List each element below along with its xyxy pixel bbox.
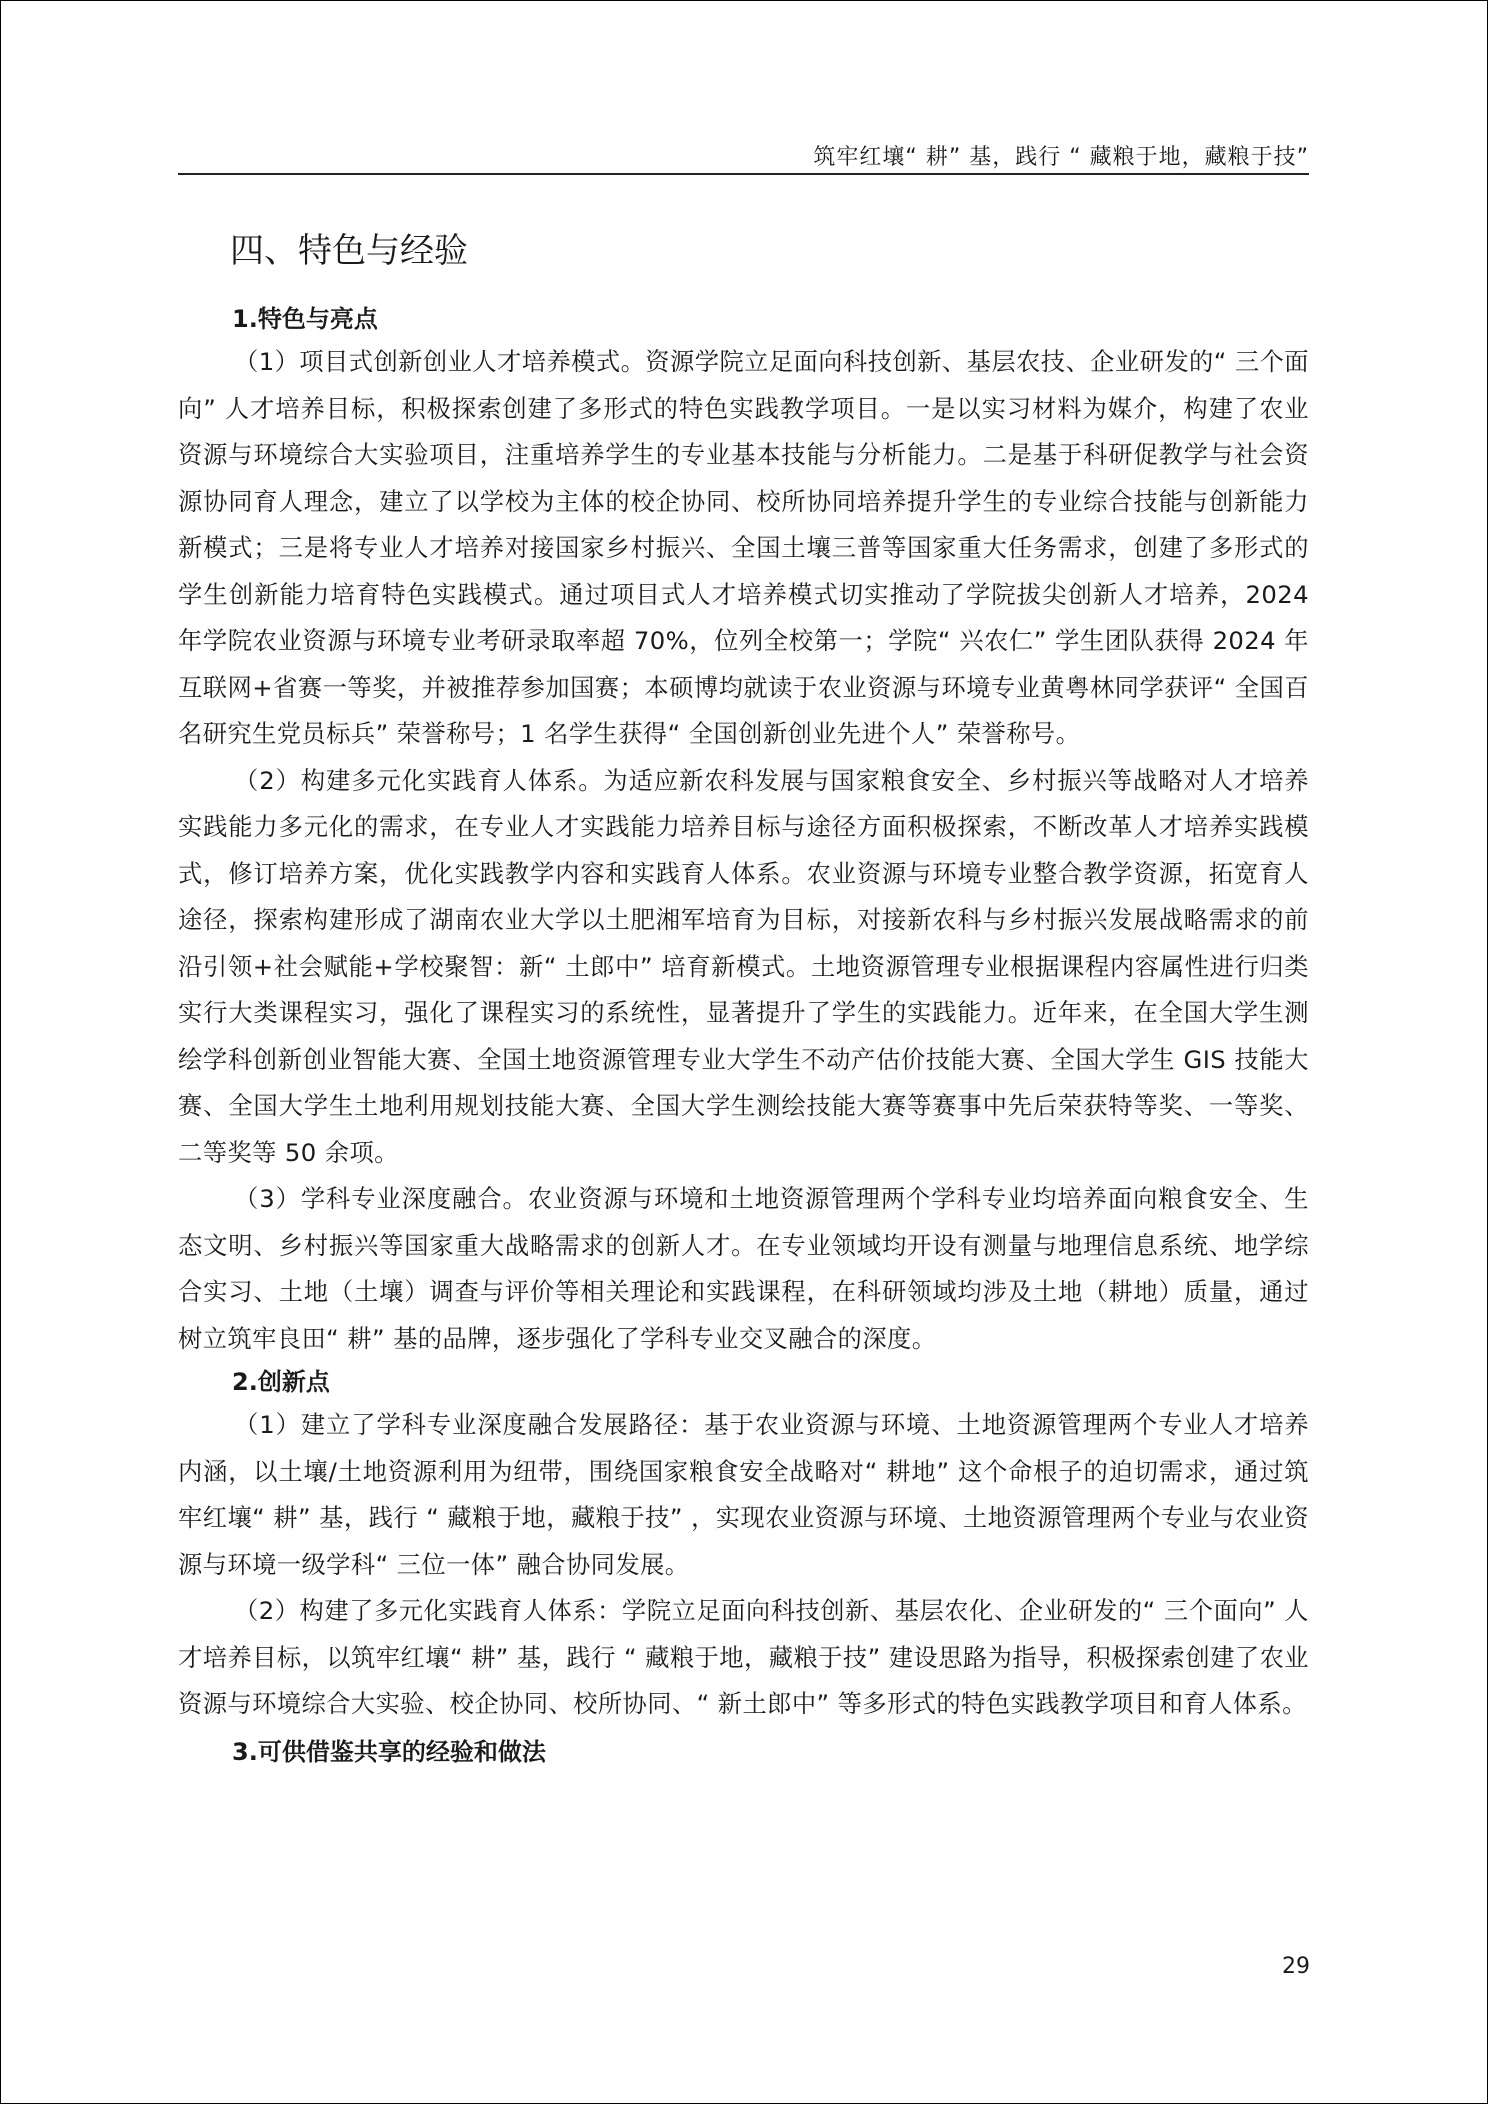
- header-rule: [178, 173, 1309, 175]
- paragraph: （1）建立了学科专业深度融合发展路径：基于农业资源与环境、土地资源管理两个专业人才培养内涵，以土壤/土地资源利用为纽带，围绕国家粮食安全战略对“ 耕地” 这个命根子的迫切需求，通过筑牢红壤“ 耕” 基，践行 “ 藏粮于地，藏粮于技” ，实现农业资源与环境、土地资源管理两个专业与农业资源与环境一级学科“ 三位一体” 融合协同发展。: [178, 1410, 1309, 1579]
- section-title: 四、特色与经验: [230, 231, 468, 271]
- page-number: 29: [1282, 1954, 1310, 1979]
- paragraph: （3）学科专业深度融合。农业资源与环境和土地资源管理两个学科专业均培养面向粮食安全、生态文明、乡村振兴等国家重大战略需求的创新人才。在专业领域均开设有测量与地理信息系统、地学综合实习、土地（土壤）调查与评价等相关理论和实践课程，在科研领域均涉及土地（耕地）质量，通过树立筑牢良田“ 耕” 基的品牌，逐步强化了学科专业交叉融合的深度。: [178, 1184, 1309, 1353]
- paragraph: （2）构建了多元化实践育人体系：学院立足面向科技创新、基层农化、企业研发的“ 三个面向” 人才培养目标，以筑牢红壤“ 耕” 基，践行 “ 藏粮于地，藏粮于技” 建设思路为指导，积极探索创建了农业资源与环境综合大实验、校企协同、校所协同、“ 新土郎中” 等多形式的特色实践教学项目和育人体系。: [178, 1596, 1309, 1718]
- paragraph: （2）构建多元化实践育人体系。为适应新农科发展与国家粮食安全、乡村振兴等战略对人才培养实践能力多元化的需求，在专业人才实践能力培养目标与途径方面积极探索，不断改革人才培养实践模式，修订培养方案，优化实践教学内容和实践育人体系。农业资源与环境专业整合教学资源，拓宽育人途径，探索构建形成了湖南农业大学以土肥湘军培育为目标，对接新农科与乡村振兴发展战略需求的前沿引领+社会赋能+学校聚智：新“ 土郎中” 培育新模式。土地资源管理专业根据课程内容属性进行归类实行大类课程实习，强化了课程实习的系统性，显著提升了学生的实践能力。近年来，在全国大学生测绘学科创新创业智能大赛、全国土地资源管理专业大学生不动产估价技能大赛、全国大学生 GIS 技能大赛、全国大学生土地利用规划技能大赛、全国大学生测绘技能大赛等赛事中先后荣获特等奖、一等奖、二等奖等 50 余项。: [178, 765, 1309, 1167]
- subsection-heading-innovation: 2.创新点: [232, 1368, 330, 1396]
- subsection-heading-experience: 3.可供借鉴共享的经验和做法: [232, 1737, 546, 1766]
- running-header: 筑牢红壤“ 耕” 基，践行 “ 藏粮于地，藏粮于技”: [813, 145, 1309, 170]
- main-content: [178, 205, 1309, 1772]
- subsection-heading-features: 1.特色与亮点: [232, 305, 378, 333]
- paragraph: （1）项目式创新创业人才培养模式。资源学院立足面向科技创新、基层农技、企业研发的“ 三个面向” 人才培养目标，积极探索创建了多形式的特色实践教学项目。一是以实习材料为媒介，构建了农业资源与环境综合大实验项目，注重培养学生的专业基本技能与分析能力。二是基于科研促教学与社会资源协同育人理念，建立了以学校为主体的校企协同、校所协同培养提升学生的专业综合技能与创新能力新模式；三是将专业人才培养对接国家乡村振兴、全国土壤三普等国家重大任务需求，创建了多形式的学生创新能力培育特色实践模式。通过项目式人才培养模式切实推动了学院拔尖创新人才培养，2024 年学院农业资源与环境专业考研录取率超 70%，位列全校第一；学院“ 兴农仁” 学生团队获得 2024 年互联网+省赛一等奖，并被推荐参加国赛；本硕博均就读于农业资源与环境专业黄粤林同学获评“ 全国百名研究生党员标兵” 荣誉称号；1 名学生获得“ 全国创新创业先进个人” 荣誉称号。: [178, 347, 1309, 748]
